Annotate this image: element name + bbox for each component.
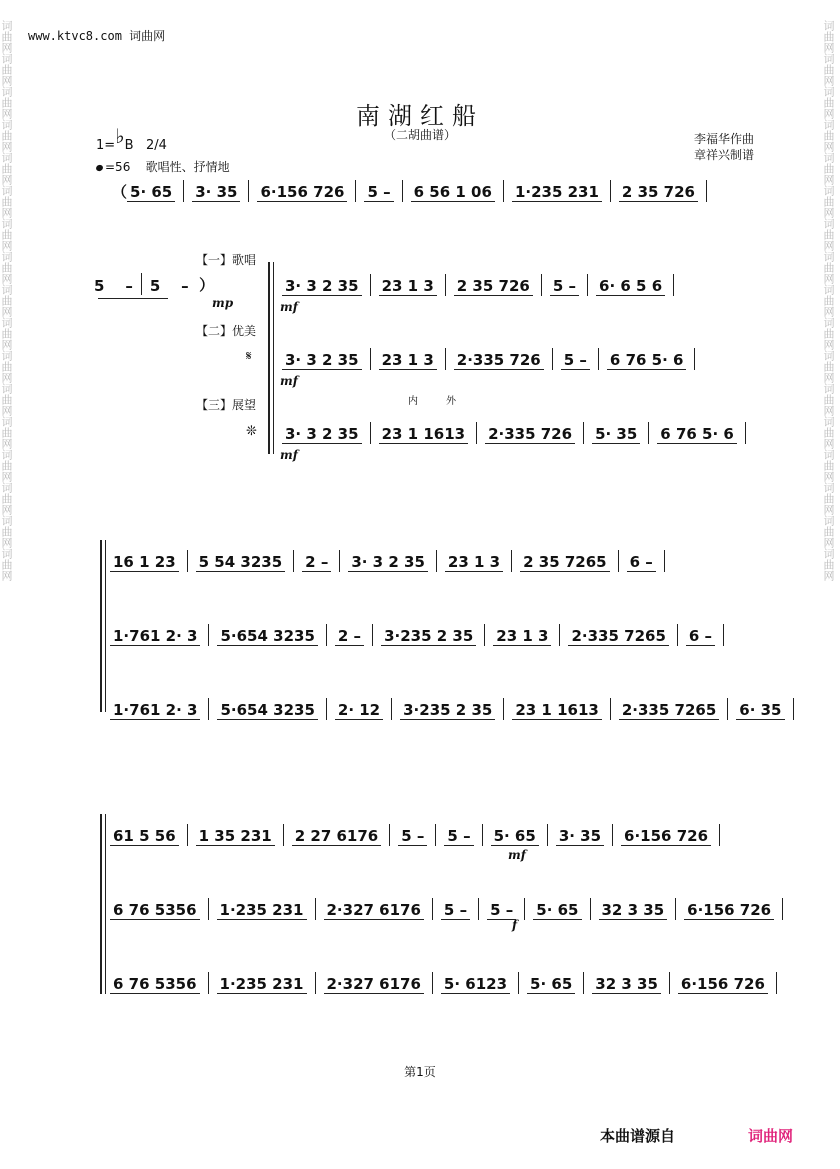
staff-row <box>110 624 732 646</box>
measure: 32 3 35 <box>592 975 661 994</box>
section-label-2: 【二】优美 <box>196 324 257 338</box>
measure: 3· 3 2 35 <box>282 425 362 444</box>
measure: 2 35 7265 <box>520 553 610 572</box>
system-bracket-thin <box>273 262 274 454</box>
measure: 1·761 2· 3 <box>110 627 200 646</box>
score-subtitle: （二胡曲谱） <box>383 128 456 142</box>
measure: 2·335 726 <box>454 351 544 370</box>
measure: 5· 65 <box>491 827 539 846</box>
note: – <box>181 277 189 295</box>
measure: 5 – <box>444 827 473 846</box>
measure: 5 – <box>441 901 470 920</box>
system-bracket <box>268 262 270 454</box>
measure: 6·156 726 <box>684 901 774 920</box>
measure: 5·654 3235 <box>217 701 317 720</box>
key-prefix: 1= <box>96 138 116 153</box>
measure: 2 35 726 <box>454 277 533 296</box>
measure: 2 35 726 <box>619 183 698 202</box>
key-note: B <box>124 138 134 153</box>
measure: 3· 35 <box>556 827 604 846</box>
source-label: 本曲谱源自 <box>600 1127 676 1145</box>
measure: 23 1 3 <box>493 627 551 646</box>
measure: 32 3 35 <box>599 901 668 920</box>
measure: 6· 35 <box>736 701 784 720</box>
quarter-note-icon <box>95 164 104 172</box>
system-bracket-thin <box>105 540 106 712</box>
bowing-nei: 内 <box>408 396 418 407</box>
page-number: 第1页 <box>404 1065 436 1079</box>
measure: 61 5 56 <box>110 827 179 846</box>
staff-row <box>110 698 802 720</box>
composer: 李福华作曲 <box>693 132 754 146</box>
measure: 2·335 7265 <box>568 627 668 646</box>
measure: 2· 12 <box>335 701 383 720</box>
note: – <box>125 277 133 295</box>
measure: 1·235 231 <box>217 975 307 994</box>
measure: 6·156 726 <box>621 827 711 846</box>
measure: 23 1 3 <box>379 351 437 370</box>
measure: 3·235 2 35 <box>381 627 476 646</box>
flat-sign: ♭ <box>115 124 125 148</box>
measure: 5 – <box>487 901 516 920</box>
measure: 6 56 1 06 <box>411 183 495 202</box>
staff-row <box>110 824 728 846</box>
measure: 5 – <box>364 183 393 202</box>
segno-icon: 𝄋 <box>246 349 252 364</box>
watermark-side-right: 词曲网词曲网词曲网词曲网词曲网词曲网词曲网词曲网词曲网词曲网词曲网词曲网词曲网词曲网词曲网词曲网词曲网 <box>822 20 835 581</box>
credits <box>694 131 754 163</box>
measure: 6·156 726 <box>678 975 768 994</box>
measure: 16 1 23 <box>110 553 179 572</box>
measure: 2 27 6176 <box>292 827 382 846</box>
measure: 23 1 1613 <box>379 425 469 444</box>
intro-open: （ <box>112 183 128 201</box>
tempo-marking <box>96 158 230 175</box>
measure: 1 35 231 <box>196 827 275 846</box>
system-bracket <box>100 540 102 712</box>
dynamic-mark: mf <box>280 374 298 388</box>
measure: 2·335 7265 <box>619 701 719 720</box>
brand-link[interactable]: 词曲网 <box>748 1127 794 1145</box>
measure: 2·327 6176 <box>324 975 424 994</box>
section-label-3: 【三】展望 <box>196 398 257 412</box>
dynamic-mark: mf <box>280 448 298 462</box>
measure: 3· 35 <box>192 183 240 202</box>
expression: 歌唱性、抒情地 <box>145 160 230 174</box>
measure: 2 – <box>335 627 364 646</box>
measure: 2·327 6176 <box>324 901 424 920</box>
intro-line <box>112 180 715 202</box>
note: ） <box>199 276 215 294</box>
note: 5 <box>94 277 105 295</box>
staff-row <box>282 348 703 370</box>
measure: 5 – <box>561 351 590 370</box>
staff-row <box>110 550 673 572</box>
note: 5 <box>149 277 161 295</box>
measure: 6 76 5· 6 <box>607 351 687 370</box>
measure: 6· 6 5 6 <box>596 277 665 296</box>
measure: 3· 3 2 35 <box>282 277 362 296</box>
tie-line <box>98 298 168 299</box>
intro-dynamic: mp <box>212 296 234 310</box>
dynamic-mark: mf <box>280 300 298 314</box>
measure: 3·235 2 35 <box>400 701 495 720</box>
key-signature <box>96 124 167 154</box>
watermark-side-left: 词曲网词曲网词曲网词曲网词曲网词曲网词曲网词曲网词曲网词曲网词曲网词曲网词曲网词曲网词曲网词曲网词曲网 <box>0 20 13 581</box>
staff-row <box>110 898 791 920</box>
measure: 5· 65 <box>127 183 175 202</box>
bowing-wai: 外 <box>446 396 456 407</box>
measure: 6 – <box>686 627 715 646</box>
measure: 23 1 1613 <box>512 701 602 720</box>
measure: 3· 3 2 35 <box>348 553 428 572</box>
measure: 2 – <box>302 553 331 572</box>
site-url[interactable]: www.ktvc8.com 词曲网 <box>28 29 166 43</box>
measure: 1·235 231 <box>512 183 602 202</box>
measure: 6 – <box>627 553 656 572</box>
staff-row <box>110 972 785 994</box>
time-signature: 2/4 <box>145 138 167 153</box>
measure: 2·335 726 <box>485 425 575 444</box>
measure: 3· 3 2 35 <box>282 351 362 370</box>
measure: 23 1 3 <box>379 277 437 296</box>
measure: 6 76 5· 6 <box>657 425 737 444</box>
staff-row <box>282 422 754 444</box>
arranger: 章祥兴制谱 <box>693 148 754 162</box>
measure: 23 1 3 <box>445 553 503 572</box>
measure: 1·761 2· 3 <box>110 701 200 720</box>
measure: 5·654 3235 <box>217 627 317 646</box>
tempo-value: =56 <box>105 160 131 174</box>
measure: 5· 65 <box>533 901 581 920</box>
measure: 1·235 231 <box>217 901 307 920</box>
measure: 6 76 5356 <box>110 901 200 920</box>
system-bracket-thin <box>105 814 106 994</box>
staff-row <box>282 274 682 296</box>
measure: 5· 6123 <box>441 975 510 994</box>
coda-icon: ❊ <box>246 424 257 439</box>
measure: 5· 65 <box>527 975 575 994</box>
dynamic-mark: f <box>512 918 518 932</box>
dynamic-mark: mf <box>508 848 526 862</box>
system-bracket <box>100 814 102 994</box>
measure: 5 – <box>550 277 579 296</box>
section-label-1: 【一】歌唱 <box>196 253 257 267</box>
intro-tail <box>94 273 214 295</box>
score-title: 南湖红船 <box>356 102 484 130</box>
measure: 5· 35 <box>592 425 640 444</box>
measure: 6·156 726 <box>257 183 347 202</box>
measure: 5 – <box>398 827 427 846</box>
measure: 5 54 3235 <box>196 553 286 572</box>
measure: 6 76 5356 <box>110 975 200 994</box>
